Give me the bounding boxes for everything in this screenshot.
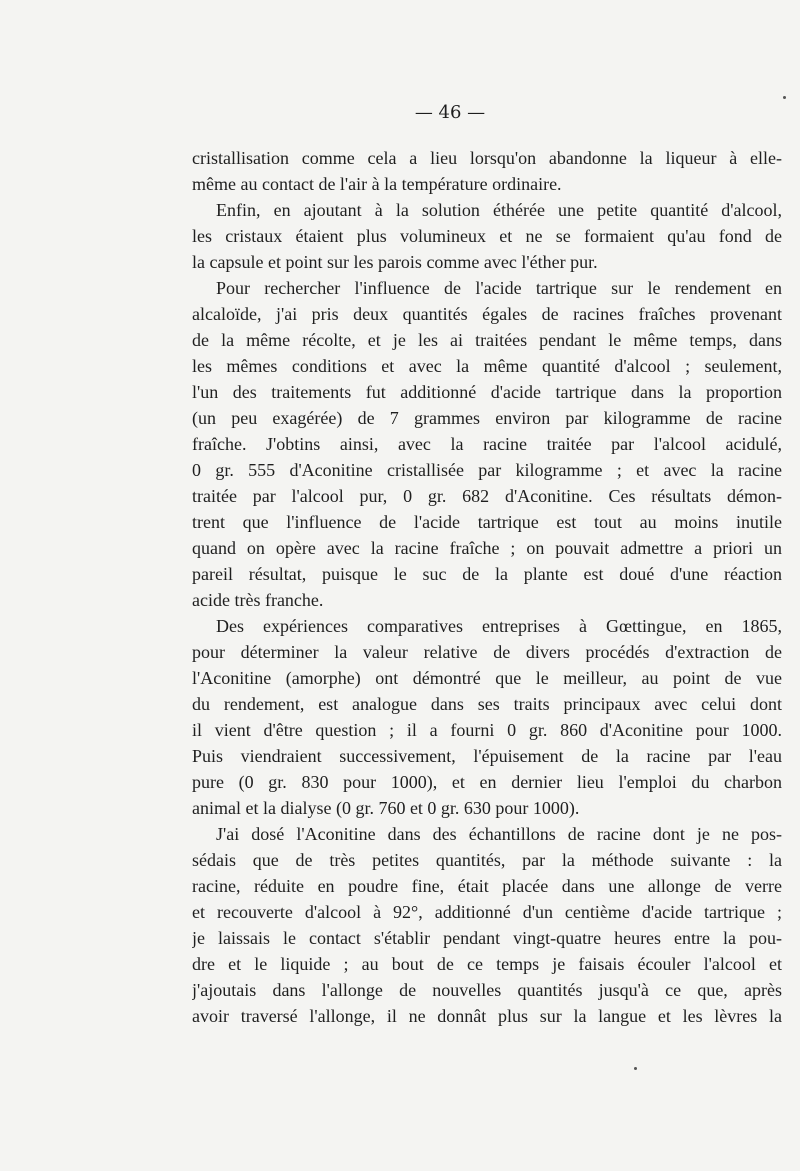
text-line: quand on opère avec la racine fraîche ; on pouvait admettre a priori un bbox=[192, 538, 782, 558]
text-line: sédais que de très petites quantités, par la méthode suivante : la bbox=[192, 850, 782, 870]
text-line: animal et la dialyse (0 gr. 760 et 0 gr. 630 pour 1000). bbox=[192, 798, 580, 818]
text-line: j'ajoutais dans l'allonge de nouvelles quantités jusqu'à ce que, après bbox=[192, 980, 782, 1000]
text-line: pure (0 gr. 830 pour 1000), et en dernier lieu l'emploi du charbon bbox=[192, 772, 782, 792]
text-line: pareil résultat, puisque le suc de la plante est doué d'une réaction bbox=[192, 564, 782, 584]
page-number: — 46 — bbox=[414, 102, 486, 123]
text-line: Puis viendraient successivement, l'épuisement de la racine par l'eau bbox=[192, 746, 782, 766]
text-line: il vient d'être question ; il a fourni 0 gr. 860 d'Aconitine pour 1000. bbox=[192, 720, 782, 740]
text-line: 0 gr. 555 d'Aconitine cristallisée par kilogramme ; et avec la racine bbox=[192, 460, 782, 480]
text-line: (un peu exagérée) de 7 grammes environ par kilogramme de racine bbox=[192, 408, 782, 428]
text-line: cristallisation comme cela a lieu lorsqu'on abandonne la liqueur à elle- bbox=[192, 148, 782, 168]
text-line: les cristaux étaient plus volumineux et ne se formaient qu'au fond de bbox=[192, 226, 782, 246]
text-line: Des expériences comparatives entreprises à Gœttingue, en 1865, bbox=[216, 616, 782, 636]
text-line: racine, réduite en poudre fine, était placée dans une allonge de verre bbox=[192, 876, 782, 896]
text-line: acide très franche. bbox=[192, 590, 324, 610]
body-text bbox=[192, 145, 782, 1029]
text-line: du rendement, est analogue dans ses traits principaux avec celui dont bbox=[192, 694, 782, 714]
text-line: dre et le liquide ; au bout de ce temps je faisais écouler l'alcool et bbox=[192, 954, 782, 974]
text-line: la capsule et point sur les parois comme avec l'éther pur. bbox=[192, 252, 598, 272]
text-line: l'Aconitine (amorphe) ont démontré que le meilleur, au point de vue bbox=[192, 668, 782, 688]
text-line: pour déterminer la valeur relative de divers procédés d'extraction de bbox=[192, 642, 782, 662]
text-line: fraîche. J'obtins ainsi, avec la racine traitée par l'alcool acidulé, bbox=[192, 434, 782, 454]
text-line: alcaloïde, j'ai pris deux quantités égales de racines fraîches provenant bbox=[192, 304, 782, 324]
text-line: je laissais le contact s'établir pendant vingt-quatre heures entre la pou- bbox=[192, 928, 782, 948]
text-line: de la même récolte, et je les ai traitées pendant le même temps, dans bbox=[192, 330, 782, 350]
text-line: Enfin, en ajoutant à la solution éthérée une petite quantité d'alcool, bbox=[216, 200, 782, 220]
text-line: et recouverte d'alcool à 92°, additionné d'un centième d'acide tartrique ; bbox=[192, 902, 782, 922]
text-line: même au contact de l'air à la température ordinaire. bbox=[192, 174, 562, 194]
text-line: les mêmes conditions et avec la même quantité d'alcool ; seulement, bbox=[192, 356, 782, 376]
speck-mark bbox=[634, 1067, 637, 1070]
text-line: trent que l'influence de l'acide tartrique est tout au moins inutile bbox=[192, 512, 782, 532]
text-line: Pour rechercher l'influence de l'acide tartrique sur le rendement en bbox=[216, 278, 782, 298]
text-line: l'un des traitements fut additionné d'acide tartrique dans la proportion bbox=[192, 382, 782, 402]
text-line: avoir traversé l'allonge, il ne donnât plus sur la langue et les lèvres la bbox=[192, 1006, 782, 1026]
speck-mark bbox=[783, 96, 786, 99]
text-line: J'ai dosé l'Aconitine dans des échantillons de racine dont je ne pos- bbox=[216, 824, 782, 844]
text-line: traitée par l'alcool pur, 0 gr. 682 d'Aconitine. Ces résultats démon- bbox=[192, 486, 782, 506]
